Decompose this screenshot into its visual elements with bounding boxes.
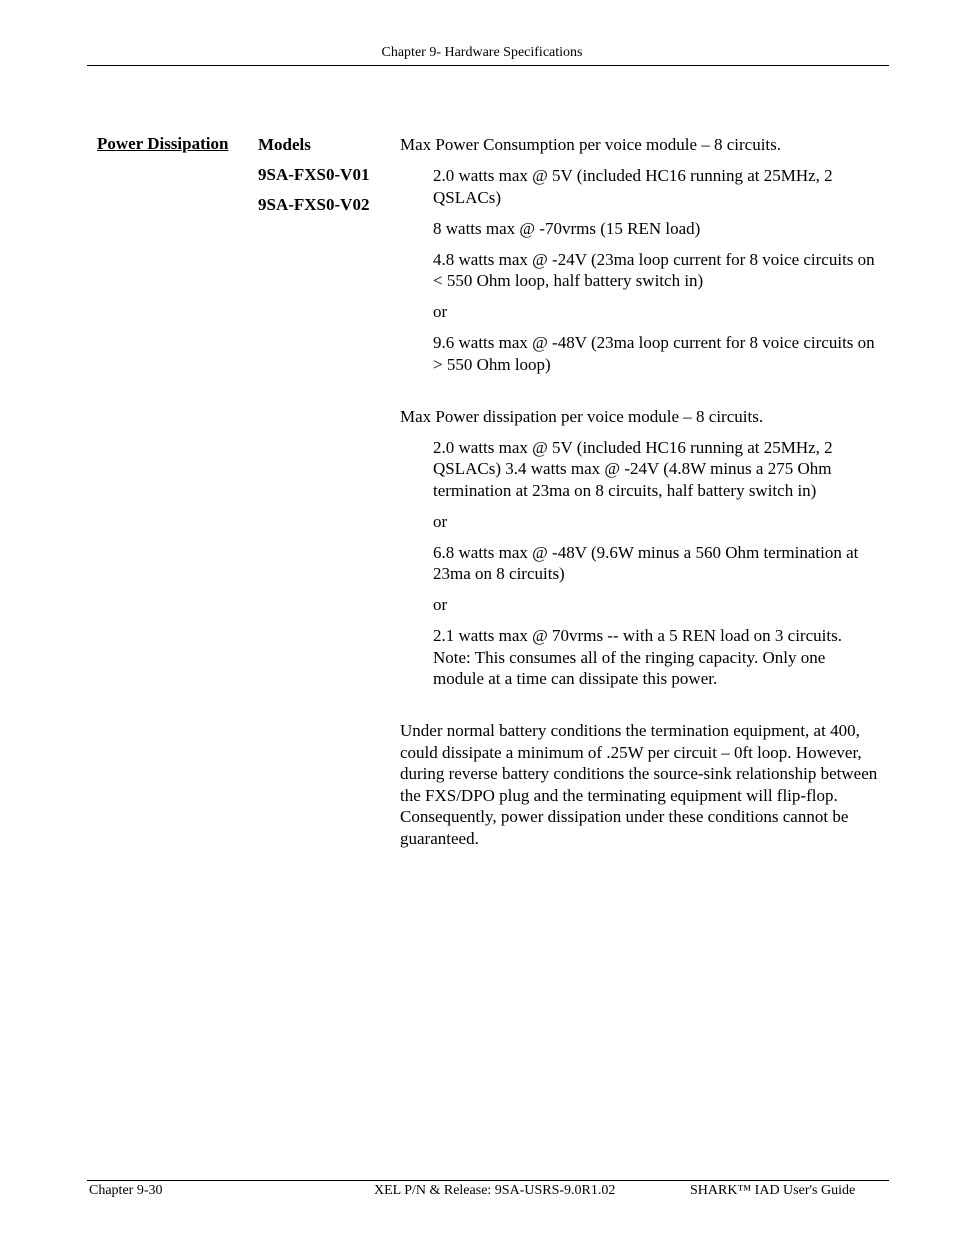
consumption-item: 8 watts max @ -70vrms (15 REN load) [433, 218, 701, 238]
header-rule [87, 65, 889, 66]
battery-note: Under normal battery conditions the termination equipment, at 400, could dissipate a minimum of .25W per circuit – 0ft loop. However, during reverse battery conditions the source-sink relationship between the FXS/DPO plug and the terminating equipment will flip-flop. Consequently, power dissipation under these conditions cannot be guaranteed. [400, 721, 878, 848]
model-item: 9SA-FXS0-V01 [258, 165, 370, 184]
consumption-heading: Max Power Consumption per voice module – 8 circuits. [400, 135, 782, 154]
dissipation-heading: Max Power dissipation per voice module – 8 circuits. [400, 406, 764, 426]
consumption-item: 9.6 watts max @ -48V (23ma loop current for 8 voice circuits on > 550 Ohm loop) [433, 333, 875, 374]
dissipation-item: or [433, 511, 448, 531]
consumption-item: or [433, 302, 448, 321]
consumption-item: 4.8 watts max @ -24V (23ma loop current for 8 voice circuits on < 550 Ohm loop, half battery switch in) [433, 249, 875, 290]
dissipation-item: or [433, 595, 448, 614]
content-column [400, 134, 880, 859]
consumption-item: 2.0 watts max @ 5V (included HC16 running at 25MHz, 2 QSLACs) [433, 166, 833, 207]
section-title: Power Dissipation [97, 134, 229, 153]
model-item: 9SA-FXS0-V02 [258, 195, 370, 214]
models-heading: Models [258, 135, 311, 154]
dissipation-item: 2.0 watts max @ 5V (included HC16 running at 25MHz, 2 QSLACs) 3.4 watts max @ -24V (4.8W minus a 275 Ohm termination at 23ma on 8 circuits, half battery switch in) [433, 437, 833, 500]
dissipation-item: 6.8 watts max @ -48V (9.6W minus a 560 Ohm termination at 23ma on 8 circuits) [433, 542, 859, 583]
spacer [400, 385, 880, 406]
footer-chapter: Chapter 9-30 [89, 1183, 163, 1198]
page-header: Chapter 9- Hardware Specifications [381, 45, 583, 60]
spacer [400, 699, 880, 720]
models-column [258, 134, 369, 224]
footer-rule [87, 1180, 889, 1181]
dissipation-item: 2.1 watts max @ 70vrms -- with a 5 REN load on 3 circuits. Note: This consumes all of the ringing capacity. Only one module at a time can dissipate this power. [433, 626, 842, 688]
footer-guide-title: SHARK™ IAD User's Guide [690, 1183, 856, 1198]
footer-release: XEL P/N & Release: 9SA-USRS-9.0R1.02 [374, 1183, 616, 1198]
